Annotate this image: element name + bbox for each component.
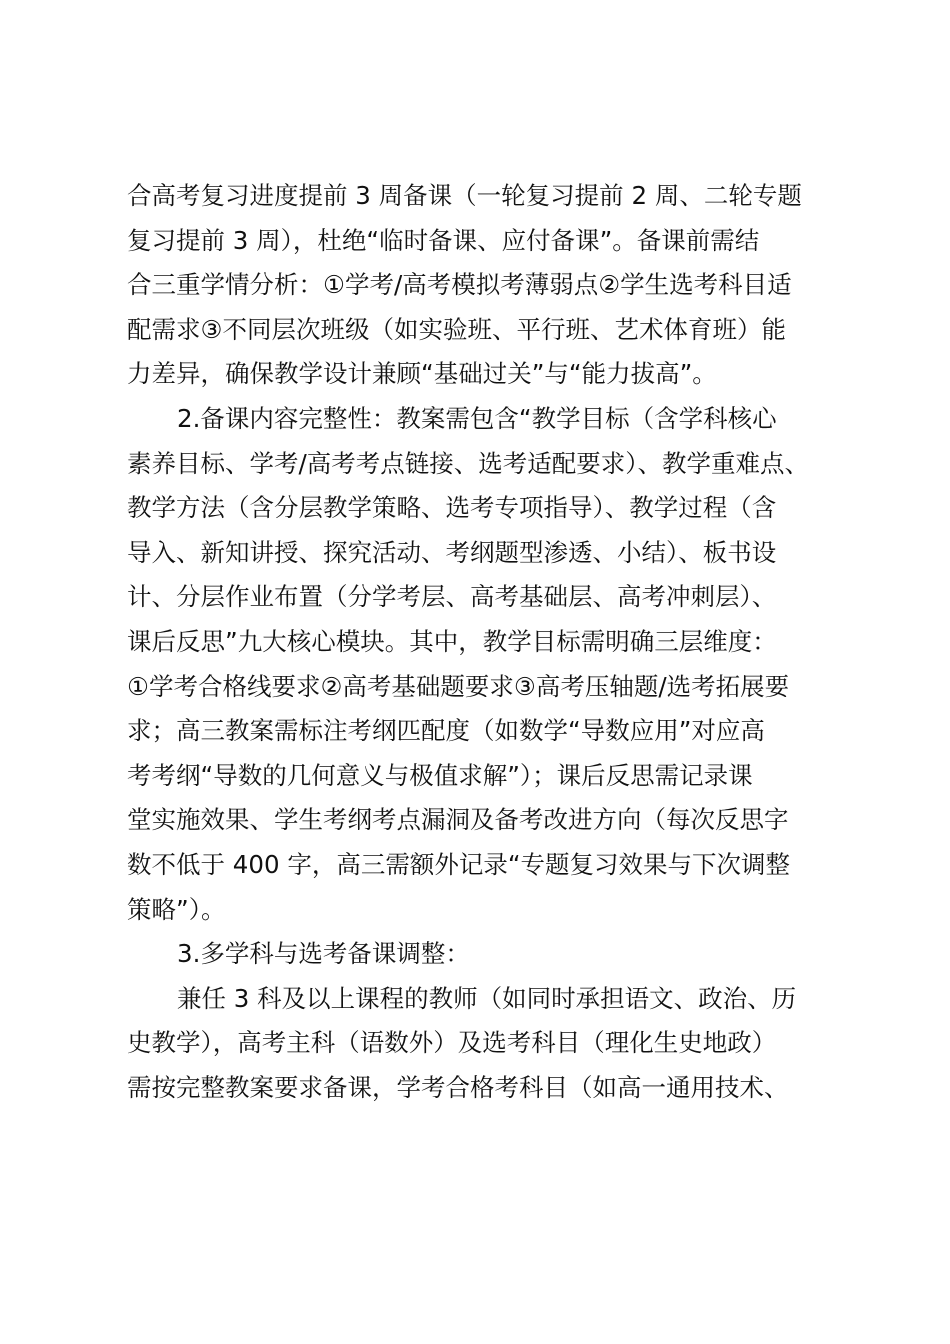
text-line: 2.备课内容完整性：教案需包含“教学目标（含学科核心 — [177, 403, 777, 433]
text-line: 配需求③不同层次班级（如实验班、平行班、艺术体育班）能 — [127, 314, 786, 344]
text-line: 合三重学情分析：①学考/高考模拟考薄弱点②学生选考科目适 — [127, 270, 792, 300]
text-line: 力差异，确保教学设计兼顾“基础过关”与“能力拔高”。 — [127, 359, 717, 389]
text-line: 求；高三教案需标注考纲匹配度（如数学“导数应用”对应高 — [127, 716, 765, 746]
text-line: 计、分层作业布置（分学考层、高考基础层、高考冲刺层）、 — [127, 582, 777, 612]
text-line: 合高考复习进度提前 3 周备课（一轮复习提前 2 周、二轮专题 — [127, 181, 802, 210]
body-text — [127, 174, 837, 1110]
text-line: 复习提前 3 周），杜绝“临时备课、应付备课”。备课前需结 — [127, 225, 760, 255]
text-line: 数不低于 400 字，高三需额外记录“专题复习效果与下次调整 — [127, 849, 791, 879]
text-line: 堂实施效果、学生考纲考点漏洞及备考改进方向（每次反思字 — [127, 805, 789, 835]
text-line: 素养目标、学考/高考考点链接、选考适配要求）、教学重难点、 — [127, 448, 810, 478]
text-line: 考考纲“导数的几何意义与极值求解”）；课后反思需记录课 — [127, 760, 753, 790]
text-line: 教学方法（含分层教学策略、选考专项指导）、教学过程（含 — [127, 493, 777, 523]
text-line: 课后反思”九大核心模块。其中，教学目标需明确三层维度： — [127, 626, 777, 656]
text-line: 兼任 3 科及以上课程的教师（如同时承担语文、政治、历 — [177, 983, 797, 1013]
text-line: 3.多学科与选考备课调整： — [177, 939, 470, 969]
text-line: ①学考合格线要求②高考基础题要求③高考压轴题/选考拓展要 — [127, 671, 790, 701]
text-line: 导入、新知讲授、探究活动、考纲题型渗透、小结）、板书设 — [127, 537, 777, 567]
text-line: 史教学），高考主科（语数外）及选考科目（理化生史地政） — [127, 1028, 777, 1058]
text-line: 策略”）。 — [127, 894, 226, 924]
text-line: 需按完整教案要求备课，学考合格考科目（如高一通用技术、 — [127, 1072, 789, 1102]
